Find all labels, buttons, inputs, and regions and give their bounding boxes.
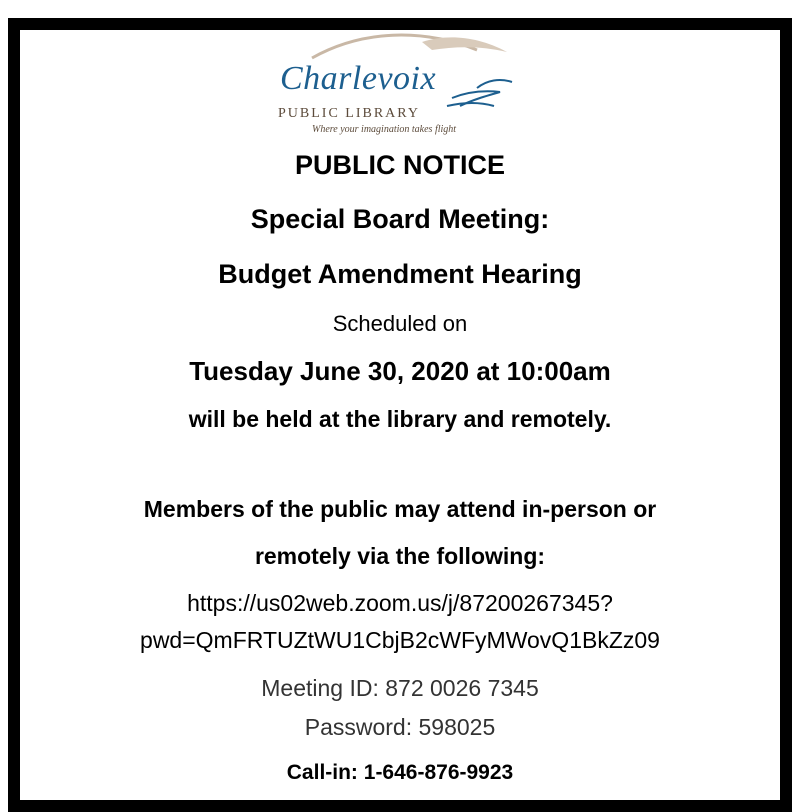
scheduled-label: Scheduled on [332, 311, 468, 336]
attendance-line-1: Members of the public may attend in-person or [143, 496, 657, 522]
library-logo [272, 20, 532, 138]
logo-tagline: Where your imagination takes flight [312, 124, 457, 135]
logo-wordmark: Charlevoix [280, 60, 437, 97]
notice-heading: PUBLIC NOTICE [294, 150, 505, 180]
meeting-location: will be held at the library and remotely. [188, 406, 612, 432]
attendance-line-2: remotely via the following: [254, 543, 546, 569]
meeting-topic: Budget Amendment Hearing [218, 259, 582, 289]
zoom-link-line-1[interactable]: https://us02web.zoom.us/j/87200267345? [187, 590, 613, 616]
meeting-password: Password: 598025 [304, 714, 496, 740]
meeting-datetime: Tuesday June 30, 2020 at 10:00am [189, 356, 611, 386]
zoom-link-line-2[interactable]: pwd=QmFRTUZtWU1CbjB2cWFyMWovQ1BkZz09 [140, 627, 660, 653]
logo-subtitle: PUBLIC LIBRARY [278, 106, 420, 121]
meeting-id: Meeting ID: 872 0026 7345 [261, 675, 539, 701]
meeting-type: Special Board Meeting: [250, 204, 550, 234]
call-in-number: Call-in: 1-646-876-9923 [286, 761, 514, 784]
